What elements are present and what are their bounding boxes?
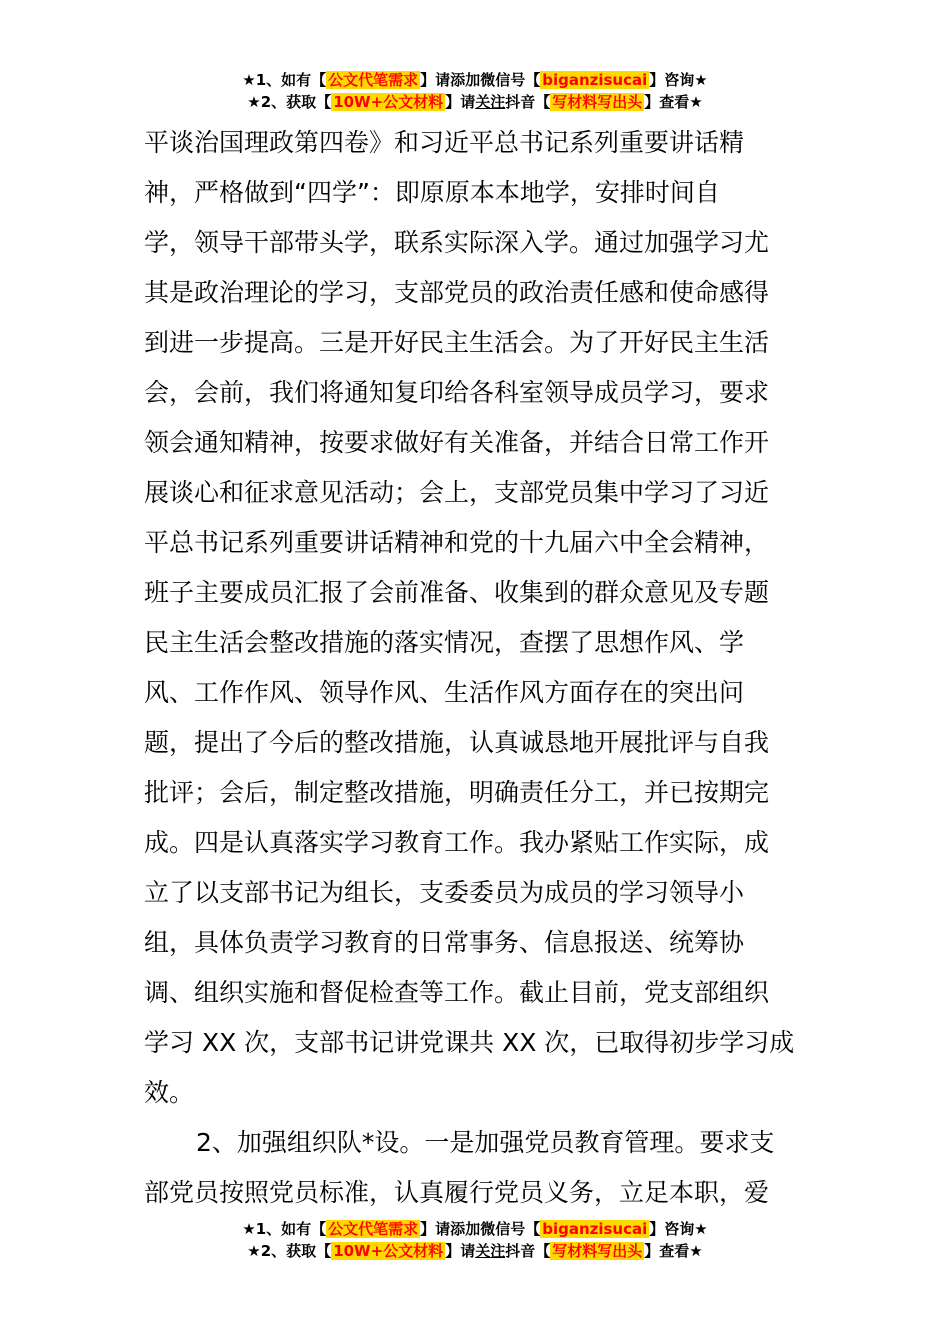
promo-underlined-word: 关注 <box>475 93 506 111</box>
text-line: 立了以支部书记为组长，支委委员为成员的学习领导小 <box>144 878 745 907</box>
text-line: 部党员按照党员标准，认真履行党员义务，立足本职，爱 <box>144 1178 770 1207</box>
promo-line-1: ★1、如有【 公文代笔需求 】请添加微信号【 biganzisucai 】咨询★ <box>242 71 708 89</box>
text-line: 题，提出了今后的整改措施，认真诚恳地开展批评与自我 <box>144 728 770 757</box>
promo-highlight-materials: 10W+公文材料 <box>333 1242 444 1260</box>
promo-line-1: ★1、如有【 公文代笔需求 】请添加微信号【 biganzisucai 】咨询★ <box>242 1220 708 1238</box>
text-line: 班子主要成员汇报了会前准备、收集到的群众意见及专题 <box>144 578 770 607</box>
text-line: 成。四是认真落实学习教育工作。我办紧贴工作实际，成 <box>144 828 770 857</box>
promo-highlight-service: 公文代笔需求 <box>328 1220 419 1238</box>
text-line: 展谈心和征求意见活动；会上，支部党员集中学习了习近 <box>144 478 770 507</box>
promo-line-2: ★2、获取【 10W+公文材料 】请关注抖音【 写材料写出头 】查看★ <box>247 93 703 111</box>
text-line: 平总书记系列重要讲话精神和党的十九届六中全会精神， <box>144 528 770 557</box>
text-line: 批评；会后，制定整改措施，明确责任分工，并已按期完 <box>144 778 770 807</box>
promo-highlight-account: 写材料写出头 <box>552 93 643 111</box>
promo-highlight-account: 写材料写出头 <box>552 1242 643 1260</box>
bottom-promo-banner <box>0 1218 950 1262</box>
promo-underlined-word: 关注 <box>475 1242 506 1260</box>
text-line: 学，领导干部带头学，联系实际深入学。通过加强学习尤 <box>144 228 770 257</box>
text-line: 2、加强组织队*设。一是加强党员教育管理。要求支 <box>196 1128 775 1157</box>
promo-highlight-wechat-id: biganzisucai <box>542 71 648 89</box>
text-line: 会，会前，我们将通知复印给各科室领导成员学习，要求 <box>144 378 770 407</box>
text-line: 领会通知精神，按要求做好有关准备，并结合日常工作开 <box>144 428 770 457</box>
text-line: 风、工作作风、领导作风、生活作风方面存在的突出问 <box>144 678 745 707</box>
text-line: 平谈治国理政第四卷》和习近平总书记系列重要讲话精 <box>144 128 745 157</box>
promo-highlight-wechat-id: biganzisucai <box>542 1220 648 1238</box>
promo-highlight-materials: 10W+公文材料 <box>333 93 444 111</box>
text-line: 调、组织实施和督促检查等工作。截止目前，党支部组织 <box>144 978 770 1007</box>
text-line: 神，严格做到“四学”：即原原本本地学，安排时间自 <box>144 178 720 207</box>
text-line: 到进一步提高。三是开好民主生活会。为了开好民主生活 <box>144 328 770 357</box>
top-promo-banner <box>0 69 950 113</box>
promo-emphasis-word: 加 <box>465 71 481 89</box>
text-line: 学习 XX 次，支部书记讲党课共 XX 次，已取得初步学习成 <box>144 1028 795 1057</box>
promo-highlight-service: 公文代笔需求 <box>328 71 419 89</box>
text-line: 民主生活会整改措施的落实情况，查摆了思想作风、学 <box>144 628 745 657</box>
text-line: 组，具体负责学习教育的日常事务、信息报送、统筹协 <box>144 928 745 957</box>
promo-emphasis-word: 加 <box>465 1220 481 1238</box>
text-line: 效。 <box>144 1078 195 1107</box>
promo-line-2: ★2、获取【 10W+公文材料 】请关注抖音【 写材料写出头 】查看★ <box>247 1242 703 1260</box>
document-body <box>144 118 808 1218</box>
text-line: 其是政治理论的学习，支部党员的政治责任感和使命感得 <box>144 278 770 307</box>
